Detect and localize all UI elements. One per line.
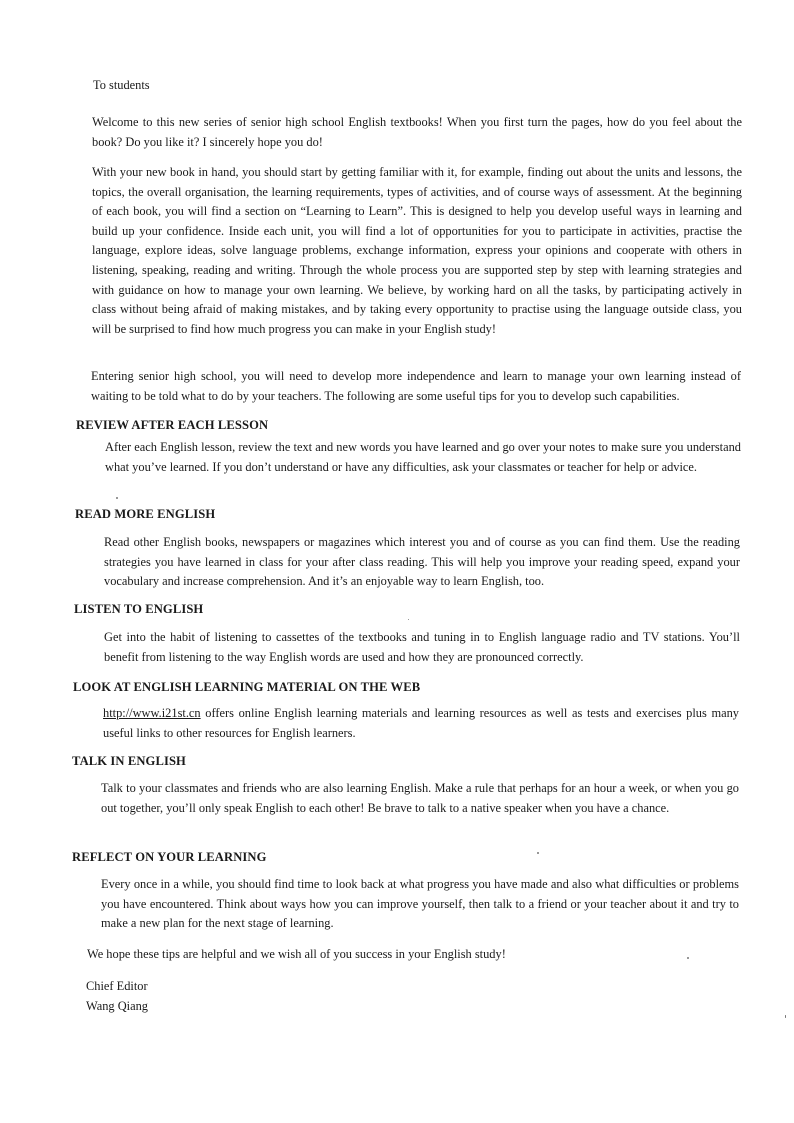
tip-body-listen: Get into the habit of listening to cassettes of the textbooks and tuning in to English language radio and TV stations. You’ll benefit from listening to the way English words are used and how they are pronounced correctly. <box>104 630 740 664</box>
scan-speck <box>785 1015 786 1018</box>
signature-title: Chief Editor <box>86 979 148 993</box>
tip-body-reflect: Every once in a while, you should find time to look back at what progress you have made and also what difficulties or problems you have encountered. Think about ways how you can improve yourself, then talk to a friend or your teacher about it and try to make a new plan for the next stage of learning. <box>101 877 739 931</box>
tip-heading-talk: TALK IN ENGLISH <box>72 754 186 768</box>
tip-heading-read: READ MORE ENGLISH <box>75 507 216 521</box>
scan-speck <box>408 619 409 620</box>
tip-heading-web: LOOK AT ENGLISH LEARNING MATERIAL ON THE WEB <box>73 680 421 694</box>
intro-paragraph-independence: Entering senior high school, you will need to develop more independence and learn to manage your own learning instead of waiting to be told what to do by your teachers. The following are some useful tips for you to develop such capabilities. <box>91 369 741 403</box>
tip-body-read: Read other English books, newspapers or magazines which interest you and of course as you can find them. Use the reading strategies you have learned in class for your after class reading. This will help you improve your reading speed, expand your vocabulary and increase comprehension. And it’s an enjoyable way to learn English, too. <box>104 535 740 589</box>
tip-heading-reflect: REFLECT ON YOUR LEARNING <box>72 850 267 864</box>
signature-name: Wang Qiang <box>86 999 148 1013</box>
closing-line: We hope these tips are helpful and we wish all of you success in your English study! <box>87 947 506 961</box>
tip-heading-listen: LISTEN TO ENGLISH <box>74 602 204 616</box>
tip-body-talk: Talk to your classmates and friends who are also learning English. Make a rule that perhaps for an hour a week, or when you go out together, you’ll only speak English to each other! Be brave to talk to a native speaker when you have a chance. <box>101 781 739 815</box>
intro-paragraph-getting-familiar: With your new book in hand, you should start by getting familiar with it, for example, finding out about the units and lessons, the topics, the overall organisation, the learning requirements, types of activities, and of course ways of assessment. At the beginning of each book, you will find a section on “Learning to Learn”. This is designed to help you develop useful ways in learning and build up your confidence. Inside each unit, you will find a lot of opportunities for you to participate in activities, practise the language, explore ideas, solve language problems, exchange information, express your opinions and cooperate with others in listening, speaking, reading and writing. Through the whole process you are supported step by step with learning strategies and with guidance on how to manage your own learning. We believe, by working hard on all the tasks, by participating actively in class without being afraid of making mistakes, and by taking every opportunity to practise using the language outside class, you will be surprised to find how much progress you can make in your English study! <box>92 165 742 336</box>
tip-body-review: After each English lesson, review the text and new words you have learned and go over your notes to make sure you understand what you’ve learned. If you don’t understand or have any difficulties, ask your classmates or teacher for help or advice. <box>105 440 741 474</box>
salutation: To students <box>93 78 150 92</box>
scan-speck <box>116 497 118 499</box>
scan-speck <box>687 957 689 959</box>
website-link[interactable]: http://www.i21st.cn <box>103 706 201 720</box>
tip-heading-review: REVIEW AFTER EACH LESSON <box>76 418 269 432</box>
intro-paragraph-welcome: Welcome to this new series of senior high school English textbooks! When you first turn the pages, how do you feel about the book? Do you like it? I sincerely hope you do! <box>92 115 742 149</box>
scan-speck <box>537 852 539 854</box>
tip-body-web-text: offers online English learning materials and learning resources as well as tests and exercises plus many useful links to other resources for English learners. <box>103 706 739 740</box>
tip-body-web <box>103 704 739 743</box>
